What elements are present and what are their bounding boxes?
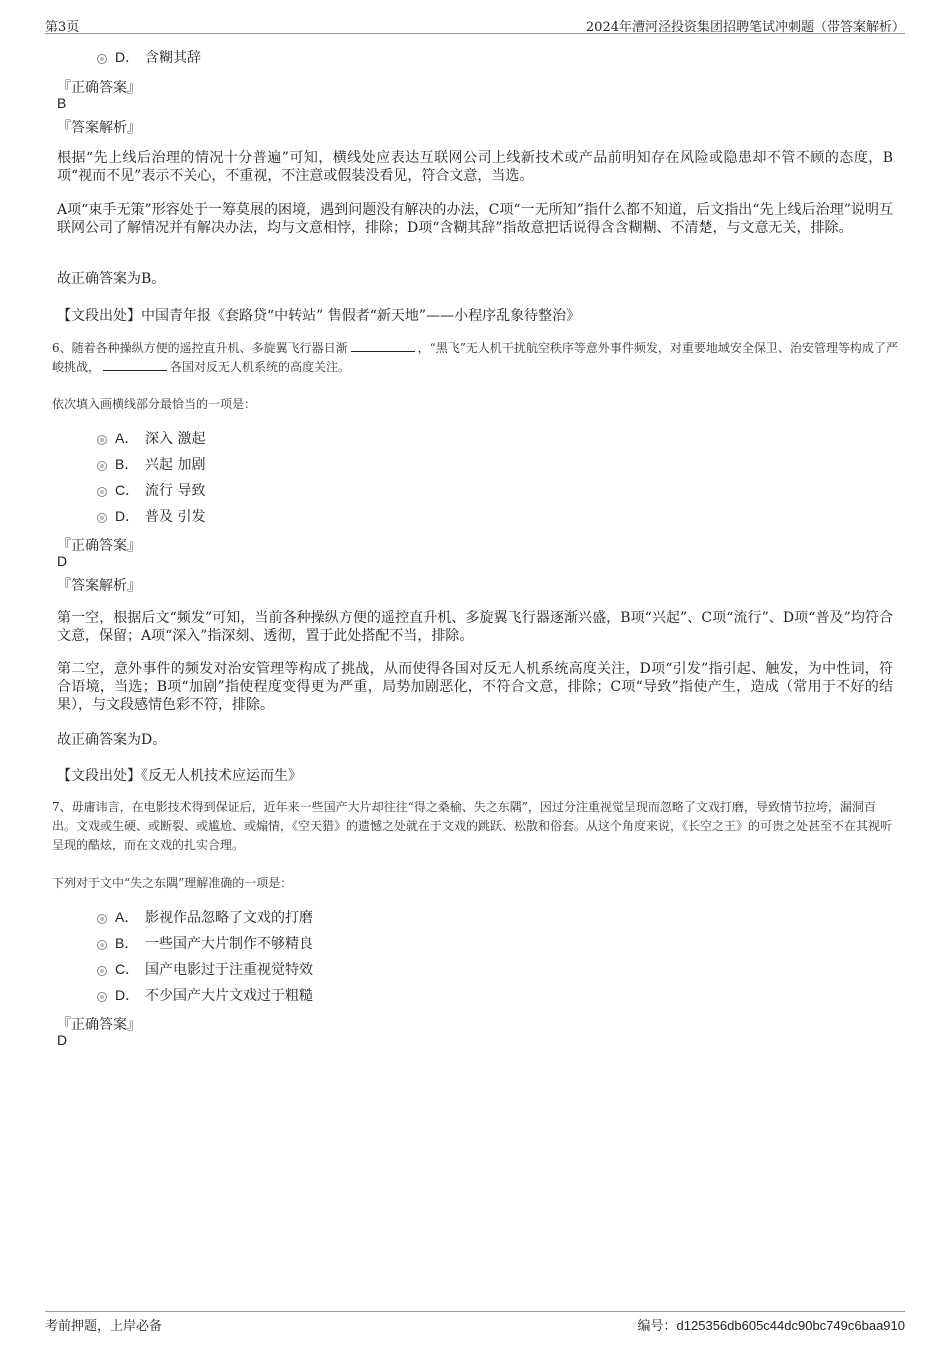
footer-slogan: 考前押题，上岸必备: [45, 1319, 163, 1334]
radio-icon[interactable]: [97, 487, 107, 497]
q7-stem: 7、毋庸讳言，在电影技术得到保证后，近年来一些国产大片却往往“得之桑榆、失之东隅”，因过分注重视觉呈现而忽略了文戏打磨，导致情节拉垮，漏洞百出。文戏或生硬、或断裂、或尴尬、或煽情，《空天猎》的遗憾之处就在于文戏的跳跃、松散和俗套。从这个角度来说，《长空之王》的可贵之处甚至不在其视听呈现的酷炫，而在文戏的扎实合理。: [52, 800, 893, 852]
q7-option-d[interactable]: D． 不少国产大片文戏过于粗糙: [97, 985, 313, 1005]
document-id-label: 编号：: [637, 1319, 677, 1334]
q5-source: 【文段出处】中国青年报《套路贷“中转站” 售假者“新天地”——小程序乱象待整治》: [57, 308, 581, 324]
q5-conclusion: 故正确答案为B。: [57, 271, 166, 287]
radio-icon[interactable]: [97, 513, 107, 523]
radio-icon[interactable]: [97, 992, 107, 1002]
page-header: [45, 16, 905, 34]
radio-icon[interactable]: [97, 435, 107, 445]
q5-analysis-label: 『答案解析』: [57, 120, 141, 136]
q6-stem: 6、随着各种操纵方便的遥控直升机、多旋翼飞行器日渐 ，“黑飞”无人机干扰航空秩序等意外事件频发，对重要地域安全保卫、治安管理等构成了严峻挑战， 各国对反无人机系统的高度关注。: [52, 341, 898, 374]
blank-line: [351, 340, 415, 352]
q6-option-b[interactable]: B． 兴起 加剧: [97, 454, 205, 474]
q6-option-c[interactable]: C． 流行 导致: [97, 480, 205, 500]
q5-option-d[interactable]: [97, 47, 201, 67]
document-id: [638, 1315, 905, 1334]
option-letter: D．: [115, 49, 140, 65]
radio-icon[interactable]: [97, 461, 107, 471]
q7-answer-label: 『正确答案』: [57, 1017, 141, 1033]
q6-analysis-paragraph-2: 第二空，意外事件的频发对治安管理等构成了挑战，从而使得各国对反无人机系统高度关注，D项“引发”指引起、触发，为中性词，符合语境，当选；B项“加剧”指使程度变得更为严重，局势加剧恶化，不符合文意，排除；C项“导致”指使产生，造成（常用于不好的结果），与文段感情色彩不符，排除。: [57, 661, 893, 713]
q5-answer-label: 『正确答案』: [57, 80, 141, 96]
page-footer: [45, 1311, 905, 1333]
page-number: 第3页: [45, 20, 80, 35]
q7-answer: D: [57, 1032, 68, 1048]
radio-icon[interactable]: [97, 54, 107, 64]
q7-prompt: 下列对于文中“失之东隅”理解准确的一项是：: [52, 876, 293, 890]
blank-line: [103, 359, 167, 371]
option-text: 含糊其辞: [145, 50, 201, 66]
document-title: 2024年漕河泾投资集团招聘笔试冲刺题（带答案解析）: [585, 20, 905, 35]
q6-source: 【文段出处】《反无人机技术应运而生》: [57, 768, 302, 784]
q6-option-a[interactable]: A． 深入 激起: [97, 428, 205, 448]
q5-analysis-paragraph-1: 根据“先上线后治理的情况十分普遍”可知，横线处应表达互联网公司上线新技术或产品前明知存在风险或隐患却不管不顾的态度，B项“视而不见”表示不关心，不重视，不注意或假装没看见，符合文意，当选。: [57, 150, 893, 184]
q7-option-c[interactable]: C． 国产电影过于注重视觉特效: [97, 959, 313, 979]
q6-analysis-label: 『答案解析』: [57, 578, 141, 594]
q7-option-a[interactable]: A． 影视作品忽略了文戏的打磨: [97, 907, 313, 927]
q6-prompt: 依次填入画横线部分最恰当的一项是：: [52, 397, 257, 411]
q6-answer: D: [57, 553, 68, 569]
q6-analysis-paragraph-1: 第一空，根据后文“频发”可知，当前各种操纵方便的遥控直升机、多旋翼飞行器逐渐兴盛，B项“兴起”、C项“流行”、D项“普及”均符合文意，保留；A项“深入”指深刻、透彻，置于此处搭配不当，排除。: [57, 610, 893, 644]
q6-option-d[interactable]: D． 普及 引发: [97, 506, 205, 526]
q7-option-b[interactable]: B． 一些国产大片制作不够精良: [97, 933, 313, 953]
q5-analysis-paragraph-2: A项“束手无策”形容处于一筹莫展的困境，遇到问题没有解决的办法，C项“一无所知”指什么都不知道，后文指出“先上线后治理”说明互联网公司了解情况并有解决办法，均与文意相悖，排除；D项“含糊其辞”指故意把话说得含含糊糊、不清楚，与文意无关，排除。: [57, 202, 893, 236]
q5-answer: B: [57, 95, 67, 111]
q6-conclusion: 故正确答案为D。: [57, 732, 167, 748]
radio-icon[interactable]: [97, 914, 107, 924]
radio-icon[interactable]: [97, 940, 107, 950]
document-id-code: d125356db605c44dc90bc749c6baa910: [676, 1318, 905, 1333]
radio-icon[interactable]: [97, 966, 107, 976]
q6-answer-label: 『正确答案』: [57, 538, 141, 554]
